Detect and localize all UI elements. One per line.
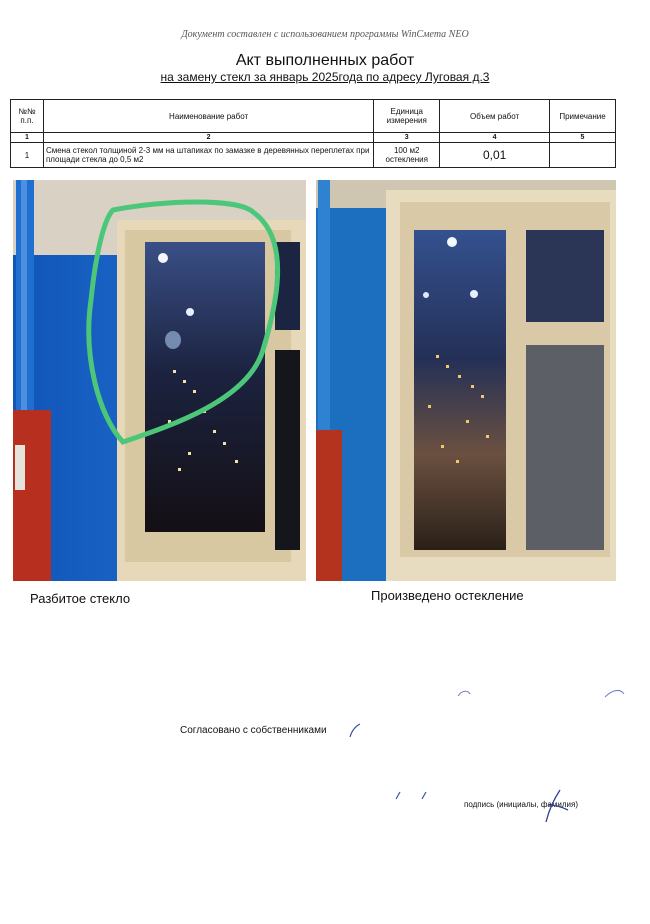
col-number: 3	[374, 133, 440, 143]
row-unit: 100 м2 остекления	[374, 143, 440, 168]
approval-text: Согласовано с собственниками	[180, 725, 327, 736]
pen-mark	[605, 690, 624, 697]
signature-label: подпись (инициалы, фамилия)	[464, 800, 578, 809]
col-header-name: Наименование работ	[43, 100, 373, 133]
row-volume: 0,01	[440, 143, 550, 168]
pen-mark	[422, 792, 426, 799]
subtitle-text: на замену стекл за январь 2025года по адресу Луговая д.3	[160, 70, 490, 84]
col-header-note: Примечание	[550, 100, 616, 133]
col-number: 1	[11, 133, 44, 143]
col-header-volume: Объем работ	[440, 100, 550, 133]
caption-before: Разбитое стекло	[30, 591, 131, 606]
document-title: Акт выполненных работ	[235, 52, 415, 69]
software-note: Документ составлен с использованием программы WinСмета NEO	[181, 29, 469, 40]
col-header-num: №№ п.п.	[11, 100, 44, 133]
col-number: 5	[550, 133, 616, 143]
pen-mark	[458, 691, 470, 696]
signature-stroke	[546, 790, 568, 822]
col-header-unit: Единица измерения	[374, 100, 440, 133]
col-number: 4	[440, 133, 550, 143]
row-num: 1	[11, 143, 44, 168]
caption-after: Произведено остекление	[371, 588, 524, 603]
pen-mark	[396, 792, 400, 799]
row-work-name: Смена стекол толщиной 2-3 мм на штапиках по замазке в деревянных переплетах при площади стекла до 0,5 м2	[43, 143, 373, 168]
col-number: 2	[43, 133, 373, 143]
pen-mark	[350, 724, 360, 737]
